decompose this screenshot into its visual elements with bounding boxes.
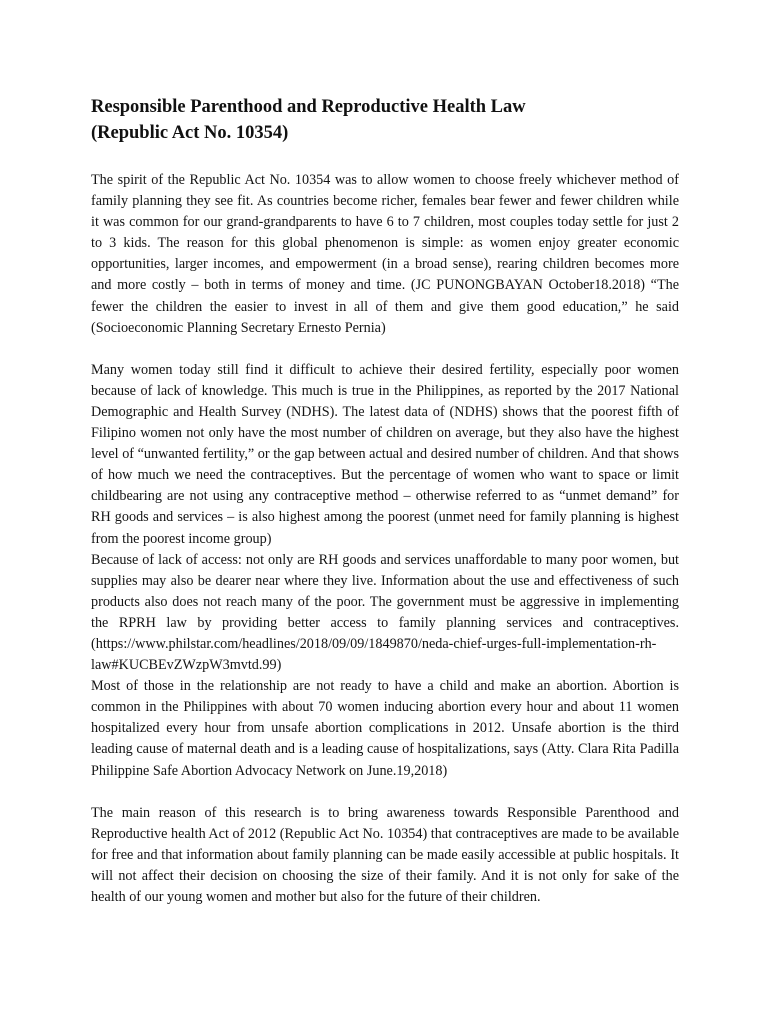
title-line: Responsible Parenthood and Reproductive Health Law <box>91 97 526 117</box>
paragraph-group-2 <box>91 360 679 782</box>
paragraph: The spirit of the Republic Act No. 10354 was to allow women to choose freely whichever method of family planning they see fit. As countries become richer, females bear fewer and fewer children while it was common for our grand-grandparents to have 6 to 7 children, most couples today settle for just 2 to 3 kids. The reason for this global phenomenon is simple: as women enjoy greater economic opportunities, larger incomes, and empowerment (in a broad sense), rearing children becomes more and more costly – both in terms of money and time. (JC PUNONGBAYAN October18.2018) “The fewer the children the easier to invest in all of them and give them good education,” he said (Socioeconomic Planning Secretary Ernesto Pernia) <box>91 172 679 336</box>
paragraph: The main reason of this research is to bring awareness towards Responsible Parenthood and Reproductive health Act of 2012 (Republic Act No. 10354) that contraceptives are made to be available for free and that information about family planning can be made easily accessible at public hospitals. It will not affect their decision on choosing the size of their family. And it is not only for sake of the health of our young women and mother but also for the future of their children. <box>91 804 679 905</box>
title-line: (Republic Act No. 10354) <box>91 123 289 143</box>
paragraph: Many women today still find it difficult to achieve their desired fertility, especially poor women because of lack of knowledge. This much is true in the Philippines, as reported by the 2017 National Demographic and Health Survey (NDHS). The latest data of (NDHS) shows that the poorest fifth of Filipino women not only have the most number of children on average, but they also have the highest level of “unwanted fertility,” or the gap between actual and desired number of children. And that shows of how much we need the contraceptives. But the percentage of women who want to space or limit childbearing are not using any contraceptive method – otherwise referred to as “unmet demand” for RH goods and services – is also highest among the poorest (unmet need for family planning is highest from the poorest income group) <box>91 361 679 547</box>
paragraph-group-3 <box>91 803 679 908</box>
paragraph: Most of those in the relationship are not ready to have a child and make an abortion. Abortion is common in the Philippines with about 70 women inducing abortion every hour and about 11 women hospitalized every hour from unsafe abortion complications in 2012. Unsafe abortion is the third leading cause of maternal death and is a leading cause of hospitalizations, says (Atty. Clara Rita Padilla Philippine Safe Abortion Advocacy Network on June.19,2018) <box>91 678 679 779</box>
paragraph: Because of lack of access: not only are RH goods and services unaffordable to many poor women, but supplies may also be dearer near where they live. Information about the use and effectiveness of such products also does not reach many of the poor. The government must be aggressive in implementing the RPRH law by providing better access to family planning services and contraceptives. (https://www.philstar.com/headlines/2018/09/09/1849870/neda-chief-urges-full-implementation-rh-law#KUCBEvZWzpW3mvtd.99) <box>91 551 679 674</box>
document-content <box>91 94 679 908</box>
document-title <box>91 94 679 146</box>
paragraph-group-1 <box>91 170 679 339</box>
